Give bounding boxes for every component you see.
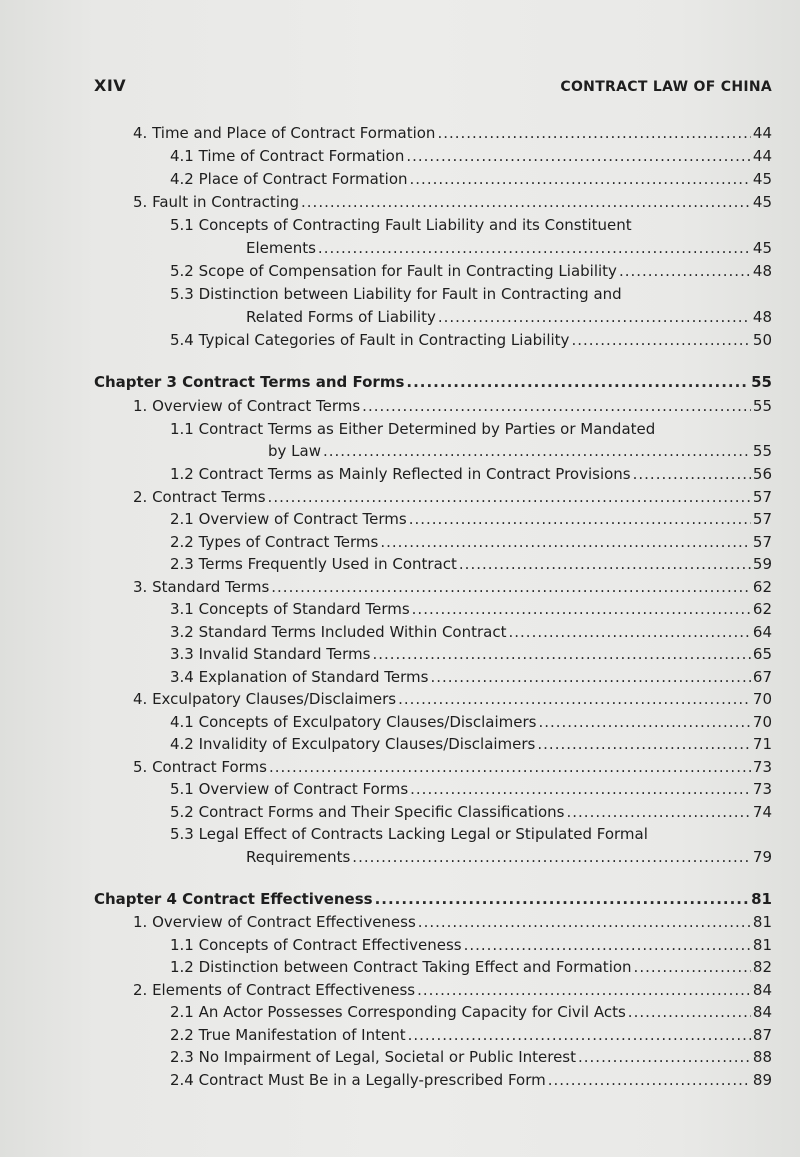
toc-entry: 2. Elements of Contract Effectiveness ..... 84 bbox=[133, 979, 772, 1001]
toc-entry: 1. Overview of Contract Effectiveness ..... 81 bbox=[133, 911, 772, 933]
toc-entry-wrapped: 5.3 Legal Effect of Contracts Lacking Legal or Stipulated Formal bbox=[170, 825, 648, 843]
toc-entry: 4.2 Place of Contract Formation ..... 45 bbox=[170, 168, 772, 190]
running-title: CONTRACT LAW OF CHINA bbox=[560, 79, 772, 95]
toc-entry: 2.2 True Manifestation of Intent ..... 87 bbox=[170, 1024, 772, 1046]
toc-entry: 3.3 Invalid Standard Terms ..... 65 bbox=[170, 643, 772, 665]
toc-entry: 3. Standard Terms ..... 62 bbox=[133, 576, 772, 598]
toc-entry: Related Forms of Liability ..... 48 bbox=[246, 306, 772, 328]
toc-entry: 2.3 No Impairment of Legal, Societal or Public Interest ..... 88 bbox=[170, 1046, 772, 1068]
toc-entry: 1. Overview of Contract Terms ..... 55 bbox=[133, 395, 772, 417]
toc-entry: 3.2 Standard Terms Included Within Contract ..... 64 bbox=[170, 621, 772, 643]
toc-entry: 2.2 Types of Contract Terms ..... 57 bbox=[170, 531, 772, 553]
page-number-roman: XIV bbox=[94, 76, 127, 95]
toc-entry: 5. Fault in Contracting ..... 45 bbox=[133, 191, 772, 213]
toc-entry: Elements ..... 45 bbox=[246, 237, 772, 259]
toc-entry: 1.1 Concepts of Contract Effectiveness ..... 81 bbox=[170, 934, 772, 956]
toc-entry: by Law ..... 55 bbox=[268, 440, 772, 462]
toc-entry: 2.1 An Actor Possesses Corresponding Capacity for Civil Acts ..... 84 bbox=[170, 1001, 772, 1023]
toc-entry: 2. Contract Terms ..... 57 bbox=[133, 486, 772, 508]
toc-entry: 4.1 Concepts of Exculpatory Clauses/Disclaimers ..... 70 bbox=[170, 711, 772, 733]
toc-entry: 4. Time and Place of Contract Formation ..... 44 bbox=[133, 122, 772, 144]
toc-entry: 2.1 Overview of Contract Terms ..... 57 bbox=[170, 508, 772, 530]
toc-entry: 2.3 Terms Frequently Used in Contract ..... 59 bbox=[170, 553, 772, 575]
toc-entry: 5. Contract Forms ..... 73 bbox=[133, 756, 772, 778]
chapter-heading: Chapter 3 Contract Terms and Forms ..... 55 bbox=[94, 371, 772, 393]
toc-entry-wrapped: 5.3 Distinction between Liability for Fault in Contracting and bbox=[170, 285, 622, 303]
toc-entry: 2.4 Contract Must Be in a Legally-prescribed Form ..... 89 bbox=[170, 1069, 772, 1091]
toc-entry: 5.2 Contract Forms and Their Specific Classifications ..... 74 bbox=[170, 801, 772, 823]
chapter-heading: Chapter 4 Contract Effectiveness ..... 81 bbox=[94, 888, 772, 910]
toc-entry: 5.1 Overview of Contract Forms ..... 73 bbox=[170, 778, 772, 800]
toc-entry: 4.1 Time of Contract Formation ..... 44 bbox=[170, 145, 772, 167]
toc-entry: 3.1 Concepts of Standard Terms ..... 62 bbox=[170, 598, 772, 620]
toc-entry: 3.4 Explanation of Standard Terms ..... 67 bbox=[170, 666, 772, 688]
toc-entry-wrapped: 1.1 Contract Terms as Either Determined by Parties or Mandated bbox=[170, 420, 656, 438]
toc-entry-wrapped: 5.1 Concepts of Contracting Fault Liability and its Constituent bbox=[170, 216, 632, 234]
toc-entry: 5.4 Typical Categories of Fault in Contracting Liability ..... 50 bbox=[170, 329, 772, 351]
toc-entry: Requirements ..... 79 bbox=[246, 846, 772, 868]
toc-entry: 4.2 Invalidity of Exculpatory Clauses/Disclaimers ..... 71 bbox=[170, 733, 772, 755]
toc-entry: 4. Exculpatory Clauses/Disclaimers ..... 70 bbox=[133, 688, 772, 710]
toc-entry: 5.2 Scope of Compensation for Fault in Contracting Liability ..... 48 bbox=[170, 260, 772, 282]
toc-entry: 1.2 Contract Terms as Mainly Reflected in Contract Provisions ..... 56 bbox=[170, 463, 772, 485]
toc-entry: 1.2 Distinction between Contract Taking Effect and Formation ..... 82 bbox=[170, 956, 772, 978]
